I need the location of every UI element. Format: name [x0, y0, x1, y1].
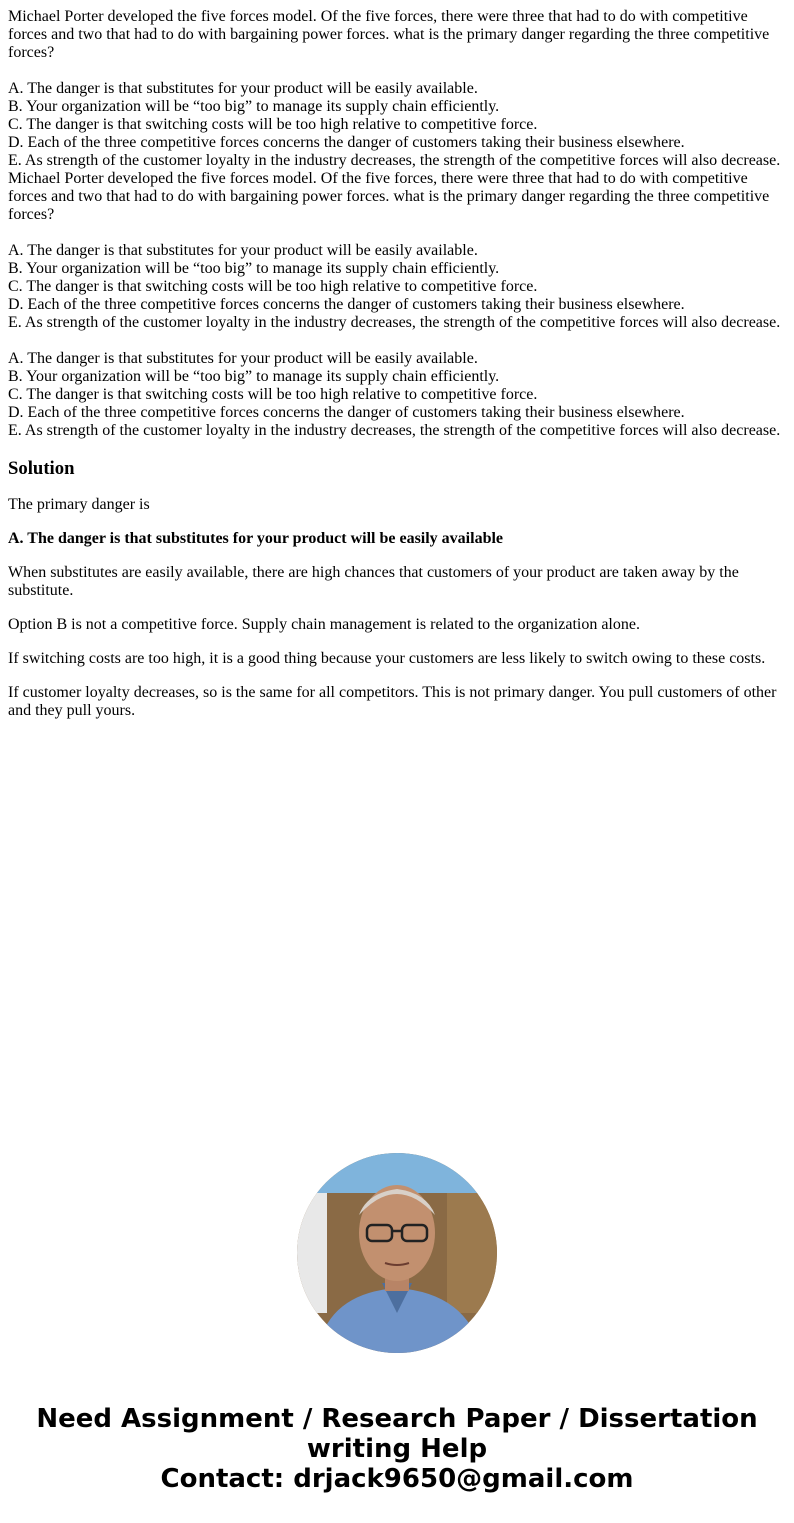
footer-line-2: writing Help [306, 1434, 488, 1464]
solution-paragraph: If customer loyalty decreases, so is the same for all competitors. This is not primary danger. You pull customers of other and they pull yours. [8, 684, 777, 719]
option-d: D. Each of the three competitive forces concerns the danger of customers taking their business elsewhere. [8, 134, 685, 151]
solution-heading: Solution [8, 458, 75, 479]
option-e: E. As strength of the customer loyalty in the industry decreases, the strength of the competitive forces will also decrease. [8, 314, 781, 331]
option-d: D. Each of the three competitive forces concerns the danger of customers taking their business elsewhere. [8, 404, 685, 421]
solution-section [8, 458, 786, 720]
author-avatar [297, 1153, 497, 1353]
option-b: B. Your organization will be “too big” to manage its supply chain efficiently. [8, 368, 500, 385]
solution-paragraph: If switching costs are too high, it is a good thing because your customers are less likely to switch owing to these costs. [8, 650, 766, 667]
footer-contact: Contact: drjack9650@gmail.com [160, 1464, 634, 1494]
option-c: C. The danger is that switching costs will be too high relative to competitive force. [8, 386, 538, 403]
option-a: A. The danger is that substitutes for your product will be easily available. [8, 242, 478, 259]
solution-answer: A. The danger is that substitutes for your product will be easily available [8, 530, 504, 547]
option-e: E. As strength of the customer loyalty in the industry decreases, the strength of the competitive forces will also decrease. [8, 422, 781, 439]
option-c: C. The danger is that switching costs will be too high relative to competitive force. [8, 116, 538, 133]
solution-paragraph: When substitutes are easily available, there are high chances that customers of your product are taken away by the substitute. [8, 564, 739, 599]
avatar-photo [297, 1153, 497, 1353]
option-b: B. Your organization will be “too big” to manage its supply chain efficiently. [8, 260, 500, 277]
option-a: A. The danger is that substitutes for your product will be easily available. [8, 80, 478, 97]
option-b: B. Your organization will be “too big” to manage its supply chain efficiently. [8, 98, 500, 115]
solution-intro: The primary danger is [8, 496, 150, 513]
solution-paragraph: Option B is not a competitive force. Supply chain management is related to the organization alone. [8, 616, 640, 633]
question-block-1 [8, 8, 786, 170]
footer-line-1: Need Assignment / Research Paper / Dissertation [36, 1404, 758, 1434]
question-block-2 [8, 170, 786, 440]
question-text: Michael Porter developed the five forces model. Of the five forces, there were three that had to do with competitive forces and two that had to do with bargaining power forces. what is the primary danger regarding the three competitive forces? [8, 170, 770, 223]
option-d: D. Each of the three competitive forces concerns the danger of customers taking their business elsewhere. [8, 296, 685, 313]
option-e: E. As strength of the customer loyalty in the industry decreases, the strength of the competitive forces will also decrease. [8, 152, 781, 169]
option-c: C. The danger is that switching costs will be too high relative to competitive force. [8, 278, 538, 295]
option-a: A. The danger is that substitutes for your product will be easily available. [8, 350, 478, 367]
contact-footer [8, 1404, 786, 1494]
question-text: Michael Porter developed the five forces model. Of the five forces, there were three that had to do with competitive forces and two that had to do with bargaining power forces. what is the primary danger regarding the three competitive forces? [8, 8, 770, 61]
